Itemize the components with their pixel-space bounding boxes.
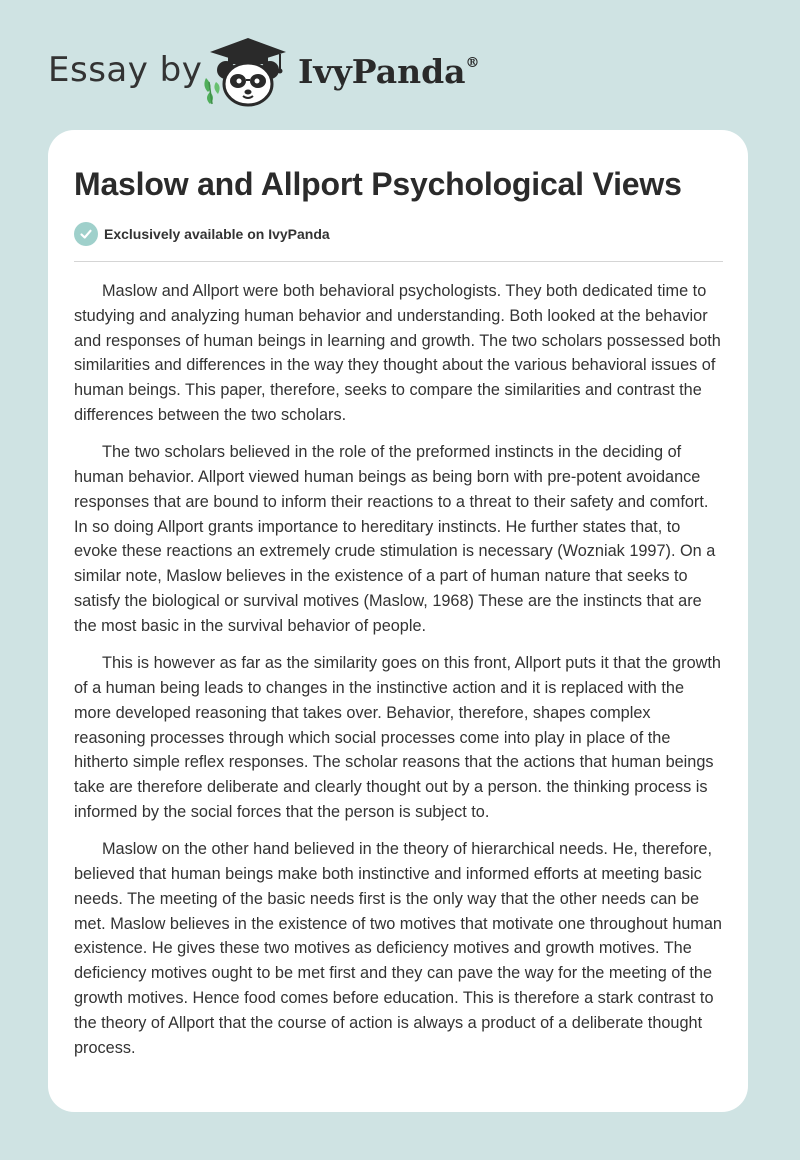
divider bbox=[74, 261, 723, 262]
paragraph: This is however as far as the similarity goes on this front, Allport puts it that the growth of a human being leads to changes in the instinctive action and it is replaced with the more developed reasoning that takes over. Behavior, therefore, shapes complex reasoning processes through which social processes come into play in place of the hitherto simple reflex responses. The scholar reasons that the actions that human beings take are therefore deliberate and clearly thought out by a person. the thinking process is informed by the social forces that the person is subject to. bbox=[74, 654, 721, 821]
essay-card bbox=[48, 130, 748, 1112]
panda-mascot-icon bbox=[200, 36, 296, 108]
ivypanda-logo[interactable] bbox=[200, 36, 296, 108]
essay-body bbox=[74, 279, 724, 1073]
paragraph: Maslow and Allport were both behavioral psychologists. They both dedicated time to studying and analyzing human behavior and understanding. Both looked at the behavior and responses of human beings in learning and growth. The two scholars possessed both similarities and differences in the way they thought about the various behavioral issues of human beings. This paper, therefore, seeks to compare the similarities and contrast the differences between the two scholars. bbox=[74, 282, 721, 424]
badge-label: Exclusively available on IvyPanda bbox=[104, 226, 330, 242]
exclusive-badge bbox=[74, 222, 330, 246]
paragraph: The two scholars believed in the role of the preformed instincts in the deciding of human behavior. Allport viewed human beings as being born with pre-potent avoidance responses that are bound to inform their reactions to a threat to their safety and comfort. In so doing Allport grants importance to hereditary instincts. He further states that, to evoke these reactions an extremely crude stimulation is necessary (Wozniak 1997). On a similar note, Maslow believes in the existence of a part of human nature that seeks to satisfy the biological or survival motives (Maslow, 1968) These are the instincts that are the most basic in the survival behavior of people. bbox=[74, 443, 716, 635]
essay-by-label: Essay by bbox=[48, 50, 203, 90]
paragraph: Maslow on the other hand believed in the theory of hierarchical needs. He, therefore, believed that human beings make both instinctive and informed efforts at meeting basic needs. The meeting of the basic needs first is the only way that the other needs can be met. Maslow believes in the existence of two motives that motivate one throughout human existence. He gives these two motives as deficiency motives and growth motives. The deficiency motives ought to be met first and they can pave the way for the meeting of the growth motives. Hence food comes before education. This is therefore a stark contrast to the theory of Allport that the course of action is always a product of a deliberate thought process. bbox=[74, 840, 722, 1057]
brand-name[interactable] bbox=[298, 52, 480, 91]
page-title: Maslow and Allport Psychological Views bbox=[74, 166, 682, 202]
site-header bbox=[0, 0, 800, 130]
brand-text: IvyPanda bbox=[298, 52, 466, 91]
registered-mark: ® bbox=[465, 55, 480, 71]
check-icon bbox=[74, 222, 98, 246]
